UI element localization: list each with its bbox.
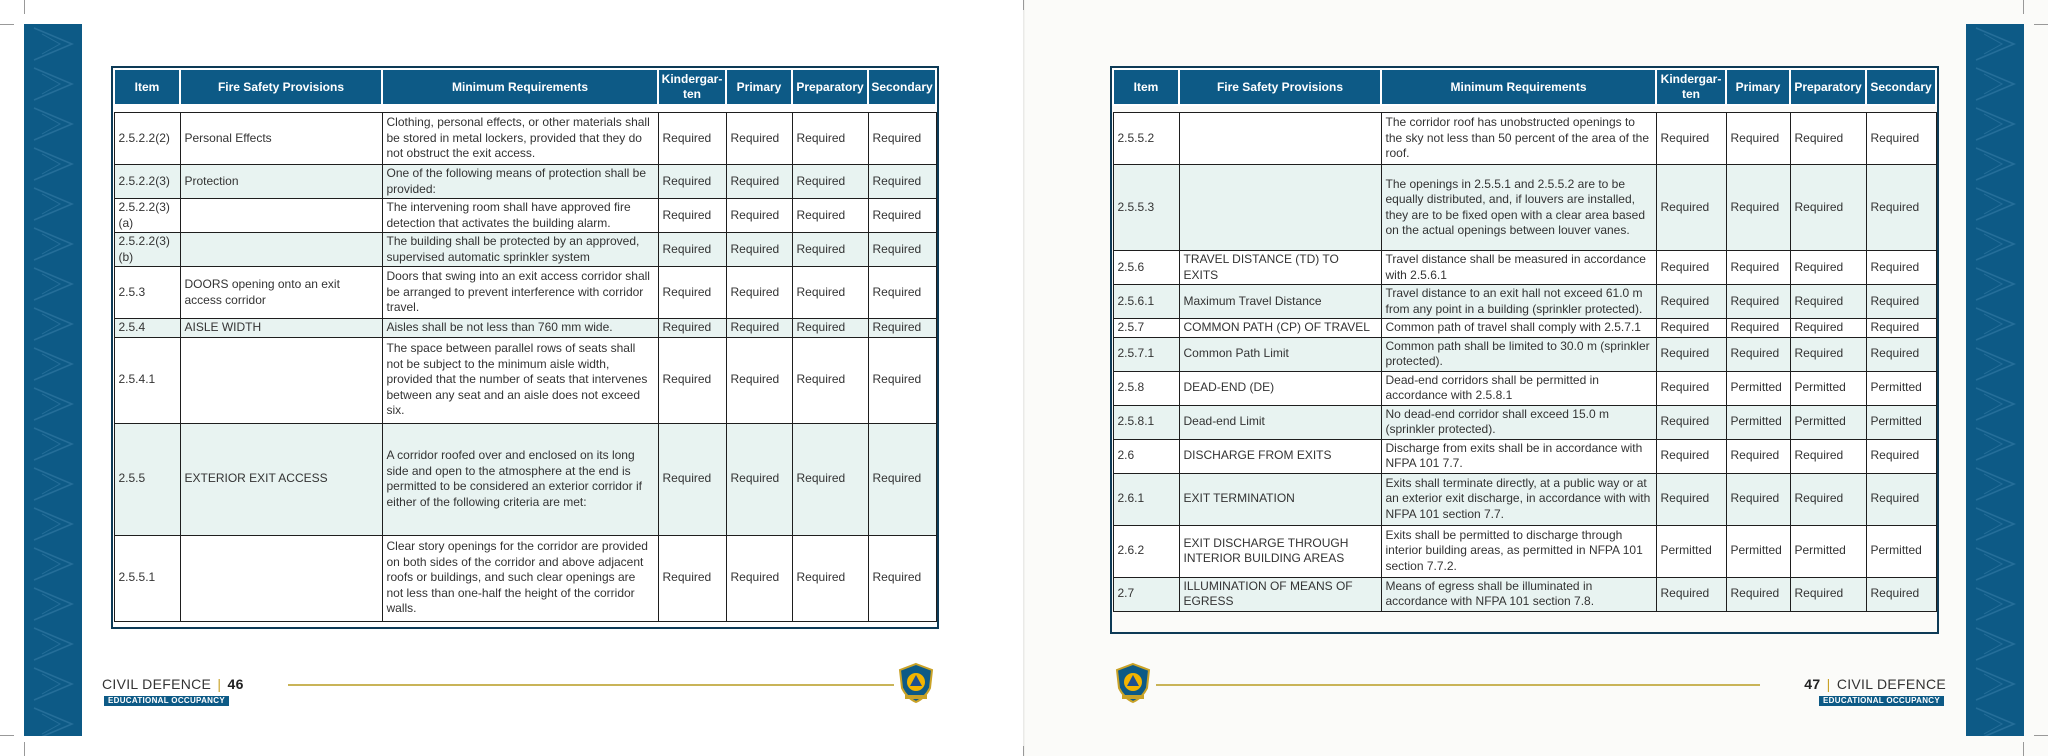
page-number: 47 — [1804, 676, 1821, 692]
provision-cell: ILLUMINATION OF MEANS OF EGRESS — [1179, 577, 1381, 611]
requirement-cell: The corridor roof has unobstructed openings to the sky not less than 50 percent of the area of the roof. — [1381, 113, 1656, 165]
preparatory-cell: Required — [1790, 285, 1866, 319]
item-cell: 2.5.5.3 — [1113, 165, 1179, 251]
requirement-cell: Clothing, personal effects, or other materials shall be stored in metal lockers, provided that they do not obstruct the exit access. — [382, 113, 658, 165]
header-primary: Primary — [1726, 69, 1790, 105]
header-secondary: Secondary — [868, 69, 936, 105]
kindergarten-cell: Required — [1656, 285, 1726, 319]
primary-cell: Required — [726, 233, 792, 267]
preparatory-cell: Permitted — [1790, 405, 1866, 439]
preparatory-cell: Permitted — [1790, 525, 1866, 577]
secondary-cell: Required — [868, 535, 936, 621]
item-cell: 2.5.6 — [1113, 251, 1179, 285]
requirement-cell: No dead-end corridor shall exceed 15.0 m (sprinkler protected). — [1381, 405, 1656, 439]
kindergarten-cell: Required — [1656, 319, 1726, 338]
kindergarten-cell: Permitted — [1656, 525, 1726, 577]
provision-cell: Common Path Limit — [1179, 337, 1381, 371]
requirement-cell: Discharge from exits shall be in accordance with NFPA 101 7.7. — [1381, 439, 1656, 473]
preparatory-cell: Required — [1790, 577, 1866, 611]
primary-cell: Required — [726, 113, 792, 165]
kindergarten-cell: Required — [1656, 337, 1726, 371]
crop-mark — [2034, 735, 2048, 736]
crop-mark — [0, 735, 14, 736]
header-secondary: Secondary — [1866, 69, 1936, 105]
header-preparatory: Preparatory — [792, 69, 868, 105]
kindergarten-cell: Required — [1656, 473, 1726, 525]
header-provisions: Fire Safety Provisions — [180, 69, 382, 105]
header-requirements: Minimum Requirements — [382, 69, 658, 105]
footer-rule — [1156, 684, 1760, 686]
requirement-cell: One of the following means of protection shall be provided: — [382, 165, 658, 199]
item-cell: 2.5.4 — [114, 319, 180, 338]
brand-name: CIVIL DEFENCE — [102, 676, 212, 692]
table-row — [114, 199, 936, 233]
requirement-cell: Exits shall terminate directly, at a public way or at an exterior exit discharge, in accordance with with NFPA 101 section 7.7. — [1381, 473, 1656, 525]
provision-cell — [180, 199, 382, 233]
preparatory-cell: Required — [792, 165, 868, 199]
requirement-cell: Travel distance shall be measured in accordance with 2.5.6.1 — [1381, 251, 1656, 285]
requirement-cell: Aisles shall be not less than 760 mm wide. — [382, 319, 658, 338]
item-cell: 2.5.3 — [114, 267, 180, 319]
crop-mark — [1023, 746, 1024, 756]
secondary-cell: Permitted — [1866, 405, 1936, 439]
table-row — [1113, 251, 1936, 285]
provision-cell — [1179, 113, 1381, 165]
kindergarten-cell: Required — [658, 165, 726, 199]
table-row — [114, 113, 936, 165]
decorative-band-left — [24, 24, 82, 736]
crop-mark — [2023, 0, 2024, 14]
brand-separator: | — [1826, 676, 1831, 692]
preparatory-cell: Required — [1790, 473, 1866, 525]
requirement-cell: The building shall be protected by an approved, supervised automatic sprinkler system — [382, 233, 658, 267]
secondary-cell: Required — [1866, 473, 1936, 525]
primary-cell: Required — [1726, 319, 1790, 338]
primary-cell: Required — [1726, 577, 1790, 611]
provision-cell — [1179, 165, 1381, 251]
footer-rule — [288, 684, 894, 686]
kindergarten-cell: Required — [658, 337, 726, 423]
provision-cell: EXTERIOR EXIT ACCESS — [180, 423, 382, 535]
preparatory-cell: Required — [792, 199, 868, 233]
kindergarten-cell: Required — [658, 113, 726, 165]
header-item: Item — [114, 69, 180, 105]
preparatory-cell: Required — [792, 423, 868, 535]
kindergarten-cell: Required — [1656, 113, 1726, 165]
item-cell: 2.6.2 — [1113, 525, 1179, 577]
header-kindergarten: Kindergar-ten — [1656, 69, 1726, 105]
preparatory-cell: Required — [792, 267, 868, 319]
occupancy-tag: EDUCATIONAL OCCUPANCY — [1819, 696, 1944, 706]
primary-cell: Required — [726, 535, 792, 621]
primary-cell: Required — [726, 319, 792, 338]
item-cell: 2.5.5.2 — [1113, 113, 1179, 165]
primary-cell: Required — [1726, 251, 1790, 285]
requirement-cell: The intervening room shall have approved fire detection that activates the building alarm. — [382, 199, 658, 233]
requirement-cell: Means of egress shall be illuminated in accordance with NFPA 101 section 7.8. — [1381, 577, 1656, 611]
requirement-cell: The space between parallel rows of seats shall not be subject to the minimum aisle width, provided that the number of seats that intervenes between any seat and an aisle does not exceed six. — [382, 337, 658, 423]
item-cell: 2.5.8.1 — [1113, 405, 1179, 439]
left-table — [113, 68, 937, 622]
primary-cell: Required — [1726, 165, 1790, 251]
primary-cell: Required — [1726, 337, 1790, 371]
preparatory-cell: Required — [792, 337, 868, 423]
secondary-cell: Required — [868, 423, 936, 535]
header-provisions: Fire Safety Provisions — [1179, 69, 1381, 105]
item-cell: 2.5.2.2(3) — [114, 165, 180, 199]
provision-cell — [180, 233, 382, 267]
requirement-cell: Travel distance to an exit hall not exceed 61.0 m from any point in a building (sprinkler protected). — [1381, 285, 1656, 319]
table-row — [114, 165, 936, 199]
preparatory-cell: Required — [792, 319, 868, 338]
preparatory-cell: Permitted — [1790, 371, 1866, 405]
secondary-cell: Required — [868, 113, 936, 165]
kindergarten-cell: Required — [1656, 165, 1726, 251]
header-preparatory: Preparatory — [1790, 69, 1866, 105]
crop-mark — [0, 24, 14, 25]
secondary-cell: Required — [868, 337, 936, 423]
item-cell: 2.5.5.1 — [114, 535, 180, 621]
requirement-cell: Exits shall be permitted to discharge through interior building areas, as permitted in NFPA 101 section 7.7.2. — [1381, 525, 1656, 577]
header-item: Item — [1113, 69, 1179, 105]
preparatory-cell: Required — [792, 535, 868, 621]
provision-cell: DISCHARGE FROM EXITS — [1179, 439, 1381, 473]
table-row — [114, 267, 936, 319]
table-row — [1113, 371, 1936, 405]
secondary-cell: Required — [868, 199, 936, 233]
table-row — [1113, 285, 1936, 319]
kindergarten-cell: Required — [658, 233, 726, 267]
secondary-cell: Required — [1866, 285, 1936, 319]
kindergarten-cell: Required — [1656, 439, 1726, 473]
primary-cell: Permitted — [1726, 405, 1790, 439]
primary-cell: Required — [1726, 113, 1790, 165]
provision-cell: DEAD-END (DE) — [1179, 371, 1381, 405]
primary-cell: Required — [726, 165, 792, 199]
item-cell: 2.5.7 — [1113, 319, 1179, 338]
crop-mark — [2023, 742, 2024, 756]
secondary-cell: Required — [1866, 337, 1936, 371]
item-cell: 2.5.2.2(3) (b) — [114, 233, 180, 267]
kindergarten-cell: Required — [658, 535, 726, 621]
kindergarten-cell: Required — [1656, 371, 1726, 405]
provision-cell: TRAVEL DISTANCE (TD) TO EXITS — [1179, 251, 1381, 285]
page-number: 46 — [227, 676, 244, 692]
crop-mark — [1023, 0, 1024, 10]
item-cell: 2.5.2.2(3) (a) — [114, 199, 180, 233]
requirement-cell: Common path shall be limited to 30.0 m (sprinkler protected). — [1381, 337, 1656, 371]
provision-cell: Dead-end Limit — [1179, 405, 1381, 439]
kindergarten-cell: Required — [658, 199, 726, 233]
secondary-cell: Required — [1866, 439, 1936, 473]
secondary-cell: Required — [868, 165, 936, 199]
requirement-cell: The openings in 2.5.5.1 and 2.5.5.2 are to be equally distributed, and, if louvers are installed, they are to be fixed open with a clear area based on the actual openings between louver vanes. — [1381, 165, 1656, 251]
item-cell: 2.5.4.1 — [114, 337, 180, 423]
table-row — [114, 337, 936, 423]
table-row — [114, 319, 936, 338]
kindergarten-cell: Required — [1656, 251, 1726, 285]
primary-cell: Required — [726, 423, 792, 535]
crop-mark — [2034, 24, 2048, 25]
kindergarten-cell: Required — [658, 267, 726, 319]
table-row — [114, 535, 936, 621]
header-gap — [114, 105, 936, 113]
occupancy-tag: EDUCATIONAL OCCUPANCY — [104, 696, 229, 706]
preparatory-cell: Required — [1790, 319, 1866, 338]
secondary-cell: Required — [868, 233, 936, 267]
table-row — [1113, 577, 1936, 611]
table-row — [1113, 405, 1936, 439]
secondary-cell: Required — [1866, 577, 1936, 611]
header-requirements: Minimum Requirements — [1381, 69, 1656, 105]
header-kindergarten: Kindergar-ten — [658, 69, 726, 105]
requirement-cell: Doors that swing into an exit access corridor shall be arranged to prevent interference with corridor travel. — [382, 267, 658, 319]
provision-cell: DOORS opening onto an exit access corridor — [180, 267, 382, 319]
primary-cell: Required — [1726, 285, 1790, 319]
item-cell: 2.5.7.1 — [1113, 337, 1179, 371]
footer-left-brand — [102, 676, 244, 692]
item-cell: 2.6.1 — [1113, 473, 1179, 525]
table-row — [114, 233, 936, 267]
requirement-cell: A corridor roofed over and enclosed on its long side and open to the atmosphere at the end is permitted to be considered an exterior corridor if either of the following criteria are met: — [382, 423, 658, 535]
preparatory-cell: Required — [1790, 251, 1866, 285]
provision-cell: Personal Effects — [180, 113, 382, 165]
decorative-band-right — [1966, 24, 2024, 736]
provision-cell: EXIT DISCHARGE THROUGH INTERIOR BUILDING AREAS — [1179, 525, 1381, 577]
secondary-cell: Required — [868, 267, 936, 319]
primary-cell: Required — [1726, 473, 1790, 525]
crop-mark — [24, 742, 25, 756]
provision-cell: AISLE WIDTH — [180, 319, 382, 338]
requirement-cell: Clear story openings for the corridor are provided on both sides of the corridor and above adjacent roofs or buildings, and such clear openings are not less than one-half the height of the corridor walls. — [382, 535, 658, 621]
kindergarten-cell: Required — [1656, 577, 1726, 611]
table-row — [1113, 473, 1936, 525]
primary-cell: Permitted — [1726, 525, 1790, 577]
header-gap — [1113, 105, 1936, 113]
provision-cell: EXIT TERMINATION — [1179, 473, 1381, 525]
kindergarten-cell: Required — [658, 423, 726, 535]
secondary-cell: Required — [1866, 251, 1936, 285]
table-row — [1113, 319, 1936, 338]
requirement-cell: Common path of travel shall comply with 2.5.7.1 — [1381, 319, 1656, 338]
provision-cell — [180, 337, 382, 423]
preparatory-cell: Required — [1790, 337, 1866, 371]
preparatory-cell: Required — [792, 233, 868, 267]
preparatory-cell: Required — [1790, 439, 1866, 473]
civil-defence-emblem-icon — [895, 662, 937, 704]
book-spine — [1023, 0, 1025, 756]
secondary-cell: Required — [1866, 165, 1936, 251]
provision-cell: COMMON PATH (CP) OF TRAVEL — [1179, 319, 1381, 338]
secondary-cell: Permitted — [1866, 525, 1936, 577]
item-cell: 2.5.6.1 — [1113, 285, 1179, 319]
item-cell: 2.5.5 — [114, 423, 180, 535]
header-primary: Primary — [726, 69, 792, 105]
kindergarten-cell: Required — [1656, 405, 1726, 439]
primary-cell: Required — [726, 337, 792, 423]
table-row — [1113, 337, 1936, 371]
secondary-cell: Required — [1866, 113, 1936, 165]
table-row — [1113, 439, 1936, 473]
preparatory-cell: Required — [1790, 113, 1866, 165]
preparatory-cell: Required — [792, 113, 868, 165]
primary-cell: Required — [1726, 439, 1790, 473]
primary-cell: Required — [726, 267, 792, 319]
table-row — [114, 423, 936, 535]
secondary-cell: Required — [1866, 319, 1936, 338]
secondary-cell: Permitted — [1866, 371, 1936, 405]
item-cell: 2.6 — [1113, 439, 1179, 473]
item-cell: 2.7 — [1113, 577, 1179, 611]
right-table — [1112, 68, 1937, 612]
crop-mark — [24, 0, 25, 14]
kindergarten-cell: Required — [658, 319, 726, 338]
table-row — [1113, 113, 1936, 165]
brand-separator: | — [217, 676, 222, 692]
preparatory-cell: Required — [1790, 165, 1866, 251]
primary-cell: Required — [726, 199, 792, 233]
brand-name: CIVIL DEFENCE — [1836, 676, 1946, 692]
requirement-cell: Dead-end corridors shall be permitted in accordance with 2.5.8.1 — [1381, 371, 1656, 405]
item-cell: 2.5.8 — [1113, 371, 1179, 405]
provision-cell — [180, 535, 382, 621]
table-row — [1113, 165, 1936, 251]
footer-right-brand — [1804, 676, 1946, 692]
provision-cell: Protection — [180, 165, 382, 199]
secondary-cell: Required — [868, 319, 936, 338]
item-cell: 2.5.2.2(2) — [114, 113, 180, 165]
table-row — [1113, 525, 1936, 577]
provision-cell: Maximum Travel Distance — [1179, 285, 1381, 319]
primary-cell: Permitted — [1726, 371, 1790, 405]
civil-defence-emblem-icon — [1112, 662, 1154, 704]
